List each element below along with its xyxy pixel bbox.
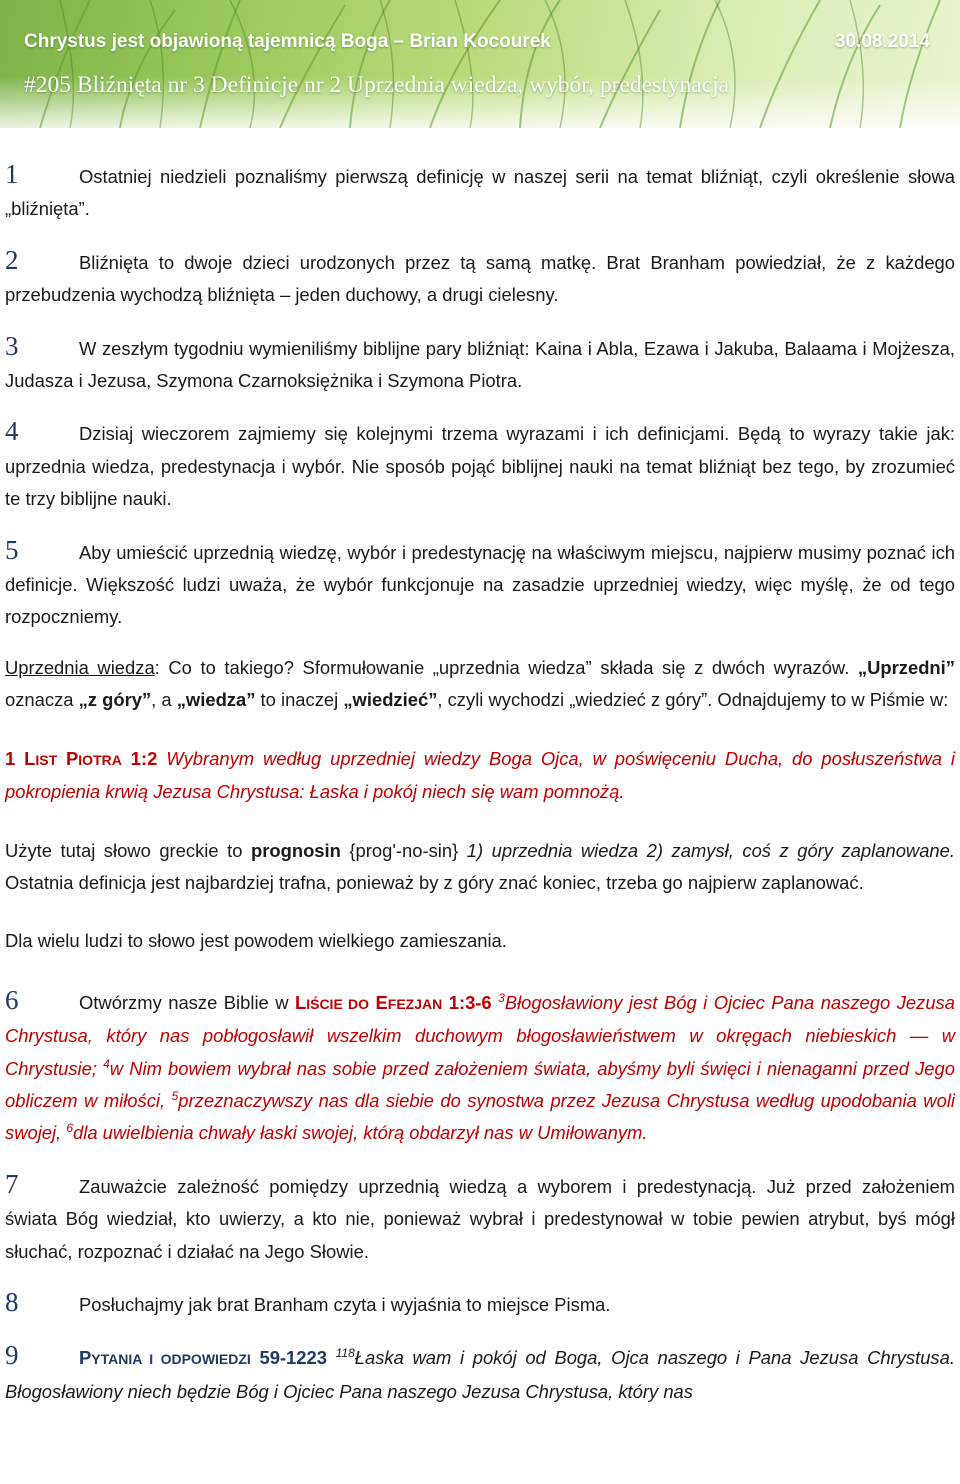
- paragraph-6: 6 Otwórzmy nasze Biblie w LIŚCIE DO EFEZJAN 1:3-6 $^3$Błogosławiony jest Bóg i Ojciec Pana naszego Jezusa Chrystusa, który nas pobłogosławił wszelkim duchowym błogosławieństwem w okręgach niebieskich — w Chrystusie; $^4$w Nim bowiem wybrał nas sobie przed założeniem świata, abyśmy byli święci i nienaganni przed Jego obliczem w miłości, $^5$przeznaczywszy nas dla siebie do synostwa przez Jezusa Chrystusa według upodobania woli swojej, $^6$dla uwielbienia chwały łaski swojej, którą obdarzył nas w Umiłowanym.: [5, 984, 955, 1144]
- paragraph-3: [5, 330, 955, 398]
- paragraph-number: 5: [5, 534, 19, 565]
- definition-foreknowledge: Uprzednia wiedza: Co to takiego? Sformułowanie „uprzednia wiedza” składa się z dwóch wyrazów. „Uprzedni” oznacza „z góry”, a „wiedza” to inaczej „wiedzieć”, czyli wychodzi „wiedzieć z góry”. Odnajdujemy to w Piśmie w:: [5, 656, 955, 711]
- paragraph-number: 4: [5, 416, 19, 447]
- paragraph-7: [5, 1168, 955, 1268]
- scripture-reference: 1 LIST PIOTRA 1:2: [5, 747, 158, 769]
- scripture-text: w Nim bowiem wybrał nas sobie przed założeniem świata, abyśmy byli święci i nienaganni przed Jego obliczem w miłości,: [5, 1057, 955, 1111]
- paragraph-text: Dzisiaj wieczorem zajmiemy się kolejnymi trzema wyrazami i ich definicjami. Będą to wyrazy takie jak: uprzednia wiedza, predestynacja i wybór. Nie sposób pojąć biblijnej nauki na temat bliźniąt bez tego, by zrozumieć te trzy biblijne nauki.: [5, 423, 955, 510]
- quote-number: 118: [335, 1346, 355, 1361]
- paragraph-text: Bliźnięta to dwoje dzieci urodzonych przez tą samą matkę. Brat Branham powiedział, że z każdego przebudzenia wychodzą bliźnięta – jeden duchowy, a drugi cielesny.: [5, 251, 955, 306]
- verse-number: 5: [171, 1088, 179, 1103]
- greek-word: prognosin: [250, 839, 341, 861]
- paragraph-text: Zauważcie zależność pomiędzy uprzednią wiedzą a wyborem i predestynacją. Już przed założeniem świata Bóg wiedział, kto uwierzy, a kto nie, ponieważ wybrał i predestynował w tobie pewien atrybut, byś mógł słuchać, rozpoznać i działać na Jego Słowie.: [5, 1175, 955, 1262]
- document-body: [5, 158, 955, 1408]
- paragraph-text: Aby umieścić uprzednią wiedzę, wybór i predestynację na właściwym miejscu, najpierw musimy poznać ich definicje. Większość ludzi uważa, że wybór funkcjonuje na zasadzie uprzedniej wiedzy, więc myślę, że od tego rozpoczniemy.: [5, 541, 955, 628]
- document-date: 30.08.2014: [834, 31, 930, 52]
- paragraph-9: [5, 1339, 955, 1408]
- scripture-reference: LIŚCIE DO EFEZJAN 1:3-6: [294, 991, 492, 1013]
- paragraph-number: 9: [5, 1340, 19, 1371]
- paragraph-text: W zeszłym tygodniu wymieniliśmy biblijne pary bliźniąt: Kaina i Abla, Ezawa i Jakuba, Balaama i Mojżesza, Judasza i Jezusa, Szymona Czarnoksiężnika i Szymona Piotra.: [5, 337, 955, 392]
- paragraph-4: [5, 415, 955, 515]
- greek-definition: 1) uprzednia wiedza 2) zamysł, coś z góry zaplanowane.: [466, 839, 955, 861]
- paragraph-number: 3: [5, 330, 19, 361]
- verse-number: 3: [498, 990, 505, 1005]
- verse-number: 6: [66, 1121, 74, 1136]
- paragraph-5: [5, 534, 955, 634]
- grass-background-image: [0, 0, 960, 128]
- scripture-text: Błogosławiony jest Bóg i Ojciec Pana naszego Jezusa Chrystusa, który nas pobłogosławił wszelkim duchowym błogosławieństwem w okręgach niebieskich — w Chrystusie;: [5, 991, 955, 1079]
- sermon-subtitle: #205 Bliźnięta nr 3 Definicje nr 2 Uprzednia wiedza, wybór, predestynacja: [24, 72, 730, 98]
- scripture-1-peter: [5, 743, 955, 809]
- paragraph-number: 7: [5, 1168, 19, 1199]
- quote-reference: PYTANIA I ODPOWIEDZI 59-1223: [79, 1347, 327, 1369]
- confusion-paragraph: Dla wielu ludzi to słowo jest powodem wielkiego zamieszania.: [5, 930, 507, 952]
- quote-text: Łaska wam i pokój od Boga, Ojca naszego i Pana Jezusa Chrystusa. Błogosławiony niech będzie Bóg i Ojciec Pana naszego Jezusa Chrystusa, który nas: [5, 1347, 955, 1402]
- paragraph-2: [5, 244, 955, 312]
- header-banner: [0, 0, 960, 128]
- paragraph-text: Ostatniej niedzieli poznaliśmy pierwszą definicję w naszej serii na temat bliźniąt, czyli określenie słowa „bliźnięta”.: [5, 166, 955, 220]
- paragraph-8: [5, 1286, 955, 1321]
- paragraph-number: 1: [5, 159, 19, 189]
- scripture-text: dla uwielbienia chwały łaski swojej, którą obdarzył nas w Umiłowanym.: [73, 1122, 648, 1144]
- scripture-text: przeznaczywszy nas dla siebie do synostwa przez Jezusa Chrystusa według upodobania woli swojej,: [5, 1089, 955, 1144]
- paragraph-number: 6: [5, 984, 19, 1015]
- scripture-text: Wybranym według uprzedniej wiedzy Boga Ojca, w poświęceniu Ducha, do posłuszeństwa i pokropienia krwią Jezusa Chrystusa: Łaska i pokój niech się wam pomnożą.: [5, 747, 955, 803]
- greek-word-paragraph: Użyte tutaj słowo greckie to prognosin {prog'-no-sin} 1) uprzednia wiedza 2) zamysł, coś z góry zaplanowane. Ostatnia definicja jest najbardziej trafna, ponieważ by z góry znać koniec, trzeba go najpierw zaplanować.: [5, 839, 955, 893]
- paragraph-1: [5, 158, 955, 226]
- definition-term: Uprzednia wiedza: [5, 656, 155, 678]
- paragraph-text: Posłuchajmy jak brat Branham czyta i wyjaśnia to miejsce Pisma.: [79, 1293, 611, 1315]
- paragraph-number: 8: [5, 1286, 19, 1317]
- verse-number: 4: [103, 1056, 110, 1071]
- paragraph-number: 2: [5, 244, 19, 275]
- document-title: Chrystus jest objawioną tajemnicą Boga – Brian Kocourek: [24, 31, 551, 52]
